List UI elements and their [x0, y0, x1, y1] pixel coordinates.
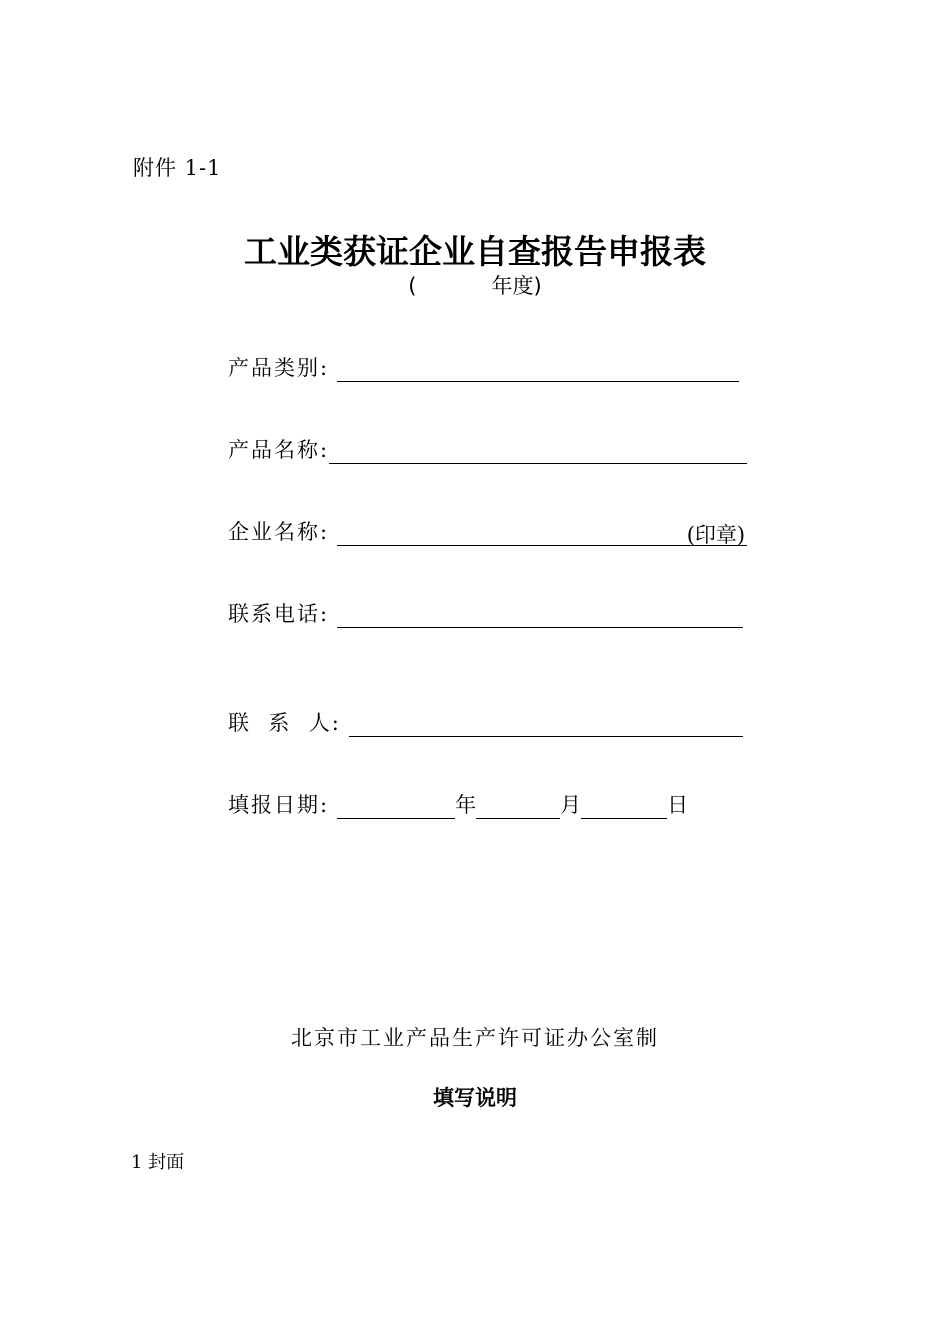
form-title: 工业类获证企业自查报告申报表: [244, 232, 706, 271]
company-name-blank[interactable]: [337, 519, 747, 546]
product-name-row: [228, 434, 747, 464]
instructions-heading: 填写说明: [433, 1086, 517, 1110]
date-day-label: 日: [667, 793, 689, 817]
issuing-office: 北京市工业产品生产许可证办公室制: [291, 1026, 659, 1050]
phone-blank[interactable]: [337, 601, 743, 628]
date-day-blank[interactable]: [581, 792, 667, 819]
contact-label: 联 系 人:: [228, 711, 341, 735]
attachment-label: 附件 1-1: [133, 156, 222, 180]
year-label: 年度): [491, 274, 542, 298]
phone-label: 联系电话:: [228, 602, 330, 626]
product-name-blank[interactable]: [329, 437, 747, 464]
company-name-row: [228, 516, 747, 546]
contact-row: [228, 707, 743, 737]
product-category-blank[interactable]: [337, 355, 739, 382]
year-line: [0, 270, 950, 300]
date-month-blank[interactable]: [476, 792, 560, 819]
product-name-label: 产品名称:: [228, 438, 330, 462]
date-year-label: 年: [455, 793, 477, 817]
date-month-label: 月: [560, 793, 582, 817]
company-name-label: 企业名称:: [228, 520, 330, 544]
year-open-paren: (: [408, 274, 417, 298]
section-1-heading: 1 封面: [131, 1152, 185, 1173]
phone-row: [228, 598, 743, 628]
fill-date-row: [228, 789, 688, 819]
company-seal-label: (印章): [686, 523, 746, 547]
fill-date-label: 填报日期:: [228, 793, 330, 817]
contact-blank[interactable]: [349, 710, 743, 737]
product-category-row: [228, 352, 739, 382]
date-year-blank[interactable]: [337, 792, 455, 819]
product-category-label: 产品类别:: [228, 356, 330, 380]
